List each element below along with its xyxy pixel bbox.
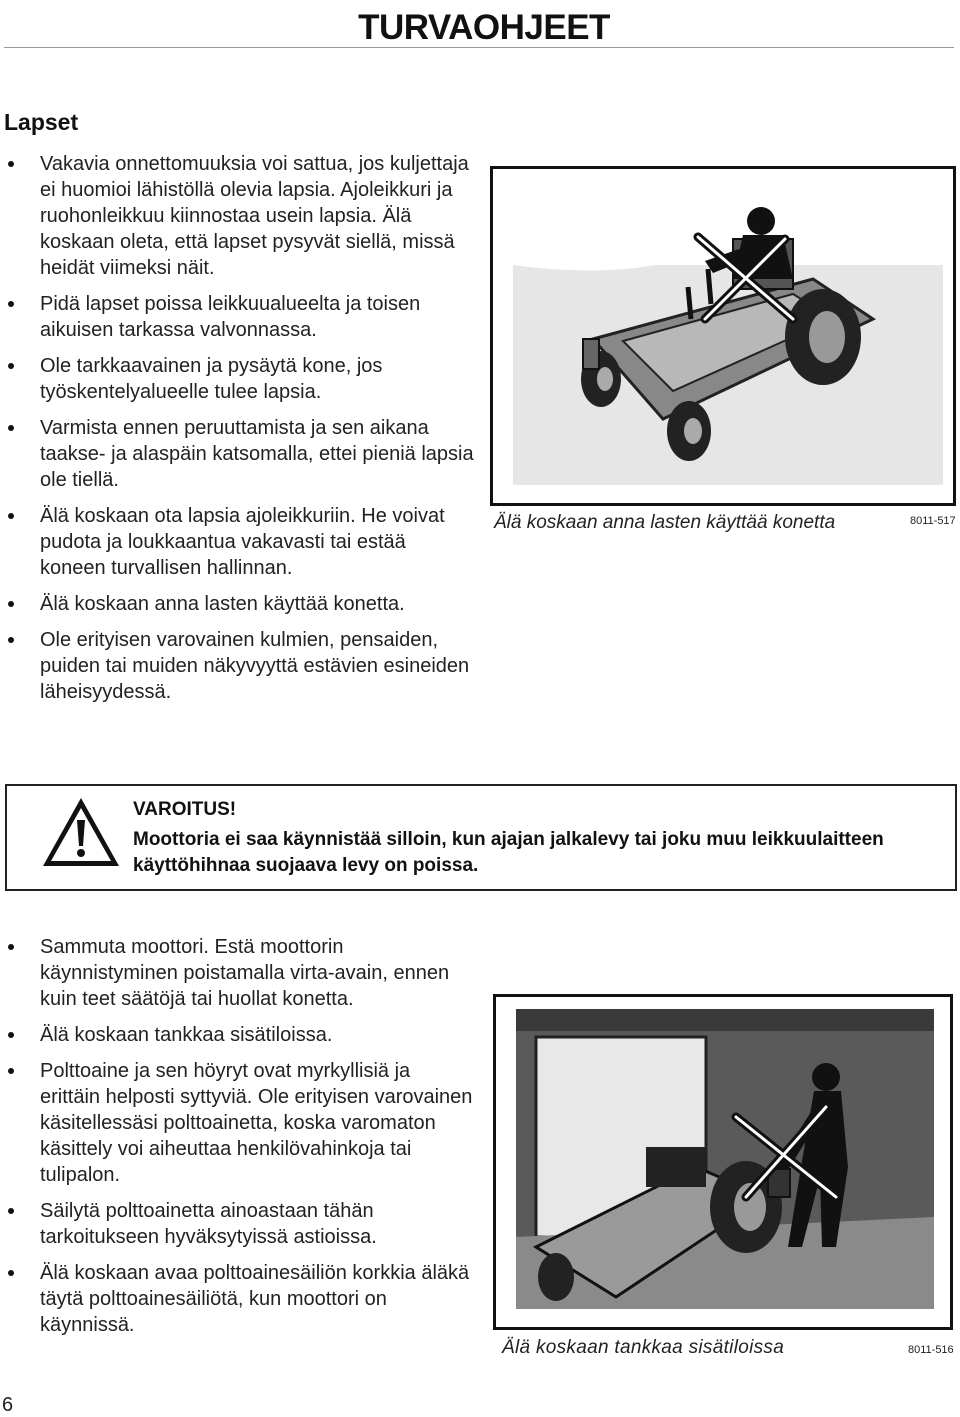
list-item: Varmista ennen peruuttamista ja sen aikana taakse- ja alaspäin katsomalla, ettei pieniä lapsia ole tiellä. (4, 415, 474, 493)
warning-text: Moottoria ei saa käynnistää silloin, kun ajajan jalkalevy tai joku muu leikkuulaitteen käyttöhihnaa suojaava levy on poissa. (133, 829, 884, 876)
figure-caption: Älä koskaan tankkaa sisätiloissa (502, 1337, 785, 1358)
list-item: Pidä lapset poissa leikkuualueelta ja toisen aikuisen tarkassa valvonnassa. (4, 291, 474, 343)
list-item: Älä koskaan tankkaa sisätiloissa. (4, 1022, 474, 1048)
list-item: Ole erityisen varovainen kulmien, pensaiden, puiden tai muiden näkyvyyttä estävien esineiden läheisyydessä. (4, 627, 474, 705)
figure-code: 8011-516 (908, 1344, 954, 1356)
list-item: Älä koskaan anna lasten käyttää konetta. (4, 591, 474, 617)
children-bullet-list (4, 151, 474, 715)
list-item: Vakavia onnettomuuksia voi sattua, jos kuljettaja ei huomioi lähistöllä olevia lapsia. Ajoleikkuri ja ruohonleikkuu kiinnostaa usein lapsia. Älä koskaan oleta, että lapset pysyvät siellä, missä heidät viimeksi näit. (4, 151, 474, 281)
fuel-bullet-list (4, 934, 474, 1348)
title-divider (4, 47, 954, 48)
list-item: Polttoaine ja sen höyryt ovat myrkyllisiä ja erittäin helposti syttyviä. Ole erityisen varovainen käsitellessäsi polttoainetta, koska varomaton käsittely voi aiheuttaa henkilövahinkoja tai tulipalon. (4, 1058, 474, 1188)
warning-triangle-icon (41, 796, 121, 868)
warning-title: VAROITUS! (133, 799, 237, 820)
warning-box (5, 784, 957, 891)
mower-illustration (493, 169, 953, 503)
page-title: TURVAOHJEET (358, 8, 610, 47)
figure-caption: Älä koskaan anna lasten käyttää konetta (494, 512, 836, 533)
list-item: Sammuta moottori. Estä moottorin käynnistyminen poistamalla virta-avain, ennen kuin teet säätöjä tai huollat konetta. (4, 934, 474, 1012)
figure-child-on-mower (490, 166, 956, 506)
page-number: 6 (2, 1394, 14, 1416)
figure-refuel-indoors (493, 994, 953, 1330)
figure-code: 8011-517 (910, 515, 956, 527)
list-item: Älä koskaan avaa polttoainesäiliön korkkia äläkä täytä polttoainesäiliötä, kun moottori on käynnissä. (4, 1260, 474, 1338)
list-item: Säilytä polttoainetta ainoastaan tähän tarkoitukseen hyväksytyissä astioissa. (4, 1198, 474, 1250)
list-item: Ole tarkkaavainen ja pysäytä kone, jos työskentelyalueelle tulee lapsia. (4, 353, 474, 405)
list-item: Älä koskaan ota lapsia ajoleikkuriin. He voivat pudota ja loukkaantua vakavasti tai estää koneen turvallisen hallinnan. (4, 503, 474, 581)
garage-illustration (496, 997, 950, 1327)
section-heading-children: Lapset (4, 109, 79, 135)
